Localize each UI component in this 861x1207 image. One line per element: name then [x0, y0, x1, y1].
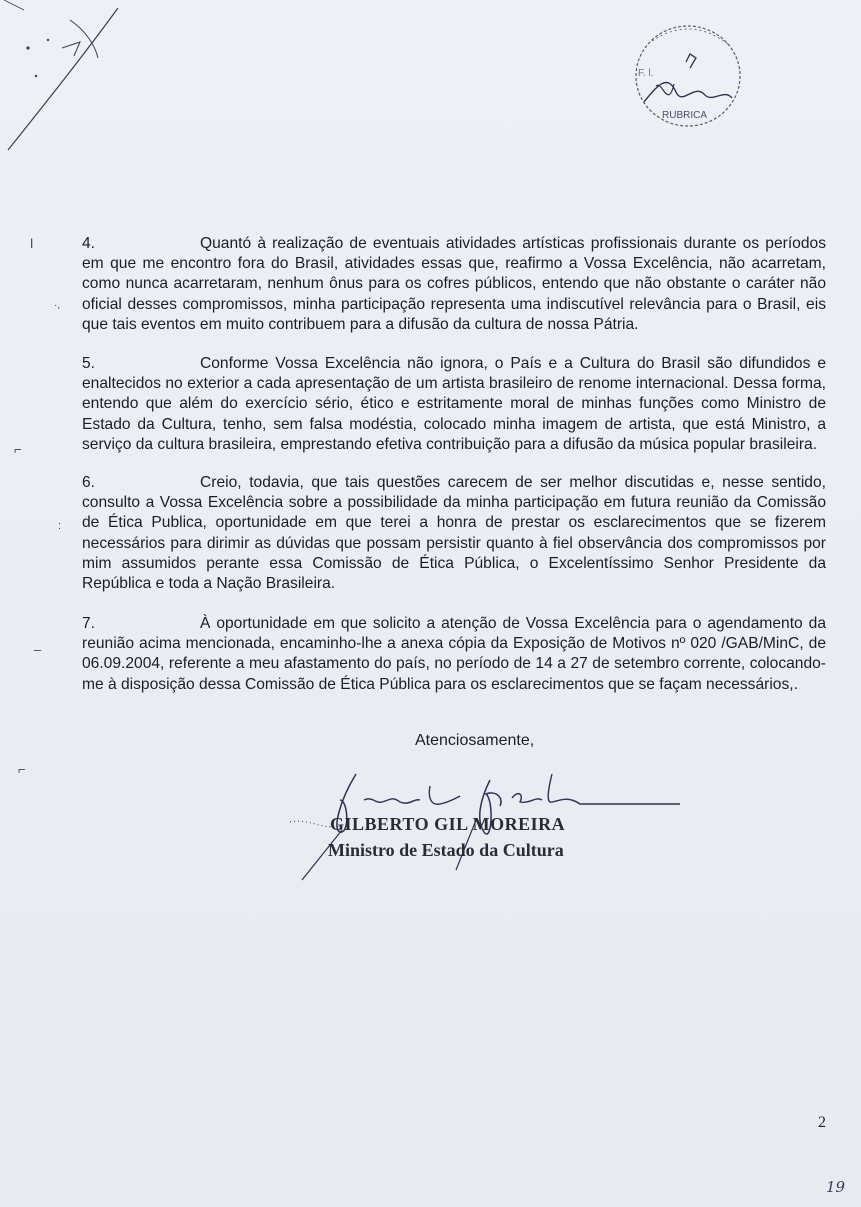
signer-title: Ministro de Estado da Cultura [328, 840, 564, 860]
paragraph-number: 6. [82, 474, 96, 491]
margin-mark: ⌐ [14, 442, 22, 457]
paragraph-7 [82, 614, 826, 695]
paragraph-text: Conforme Vossa Excelência não ignora, o País e a Cultura do Brasil são difundidos e enaltecidos no exterior a cada apresentação de um artista brasileiro de renome internacional. Dessa forma, entendo que além do exercício sério, ético e estritamente moral de minhas funções como Ministro de Estado da Cultura, tenho, sem falsa modéstia, colocado minha imagem de artista, que está Ministro, a serviço da cultura brasileira, emprestando efetiva contribuição para a difusão da música popular brasileira. [82, 355, 826, 453]
signer-name: GILBERTO GIL MOREIRA [330, 814, 566, 834]
svg-text:F. l.: F. l. [638, 68, 654, 79]
paragraph-number: 5. [82, 355, 96, 372]
paragraph-5 [82, 354, 826, 455]
rubric-stamp [628, 14, 748, 134]
paragraph-number: 4. [82, 235, 96, 252]
paragraph-4 [82, 234, 826, 335]
signature-block [280, 760, 700, 890]
margin-mark: : [58, 520, 62, 532]
page-number: 2 [818, 1114, 826, 1131]
stamp-label: RUBRICA [662, 110, 708, 121]
margin-mark: – [34, 642, 42, 657]
paragraph-text: Creio, todavia, que tais questões carecem de ser melhor discutidas e, nesse sentido, consulto a Vossa Excelência sobre a possibilidade da minha participação em futura reunião da Comissão de Ética Publica, oportunidade em que terei a honra de prestar os esclarecimentos que se fizerem necessários para dirimir as dúvidas que possam persistir quanto à fiel observância dos compromissos por mim assumidos perante essa Comissão de Ética Pública, o Excelentíssimo Senhor Presidente da República e toda a Nação Brasileira. [82, 474, 826, 593]
pen-scribble-mark [0, 0, 140, 170]
paragraph-text: À oportunidade em que solicito a atenção de Vossa Excelência para o agendamento da reunião acima mencionada, encaminho-lhe a anexa cópia da Exposição de Motivos nº 020 /GAB/MinC, de 06.09.2004, referente a meu afastamento do país, no período de 14 a 27 de setembro corrente, colocando-me à disposição dessa Comissão de Ética Pública para os esclarecimentos que se façam necessários,. [82, 615, 826, 693]
margin-mark: ⌐ [18, 762, 26, 777]
paragraph-number: 7. [82, 615, 96, 632]
paragraph-6 [82, 473, 826, 594]
margin-mark: ·, [54, 300, 61, 311]
margin-mark: ǀ [30, 236, 34, 251]
handwritten-folio-number: 19 [826, 1178, 846, 1196]
closing-salutation: Atenciosamente, [415, 732, 535, 749]
paragraph-text: Quantó à realização de eventuais atividades artísticas profissionais durante os períodos em que me encontro fora do Brasil, atividades essas que, reafirmo a Vossa Excelência, não acarretam, como nunca acarretaram, nenhum ônus para os cofres públicos, entendo que não obstante o caráter não oficial desses compromissos, minha participação representa uma indiscutível relevância para o Brasil, eis que tais eventos em muito contribuem para a difusão da cultura de nossa Pátria. [82, 235, 826, 333]
